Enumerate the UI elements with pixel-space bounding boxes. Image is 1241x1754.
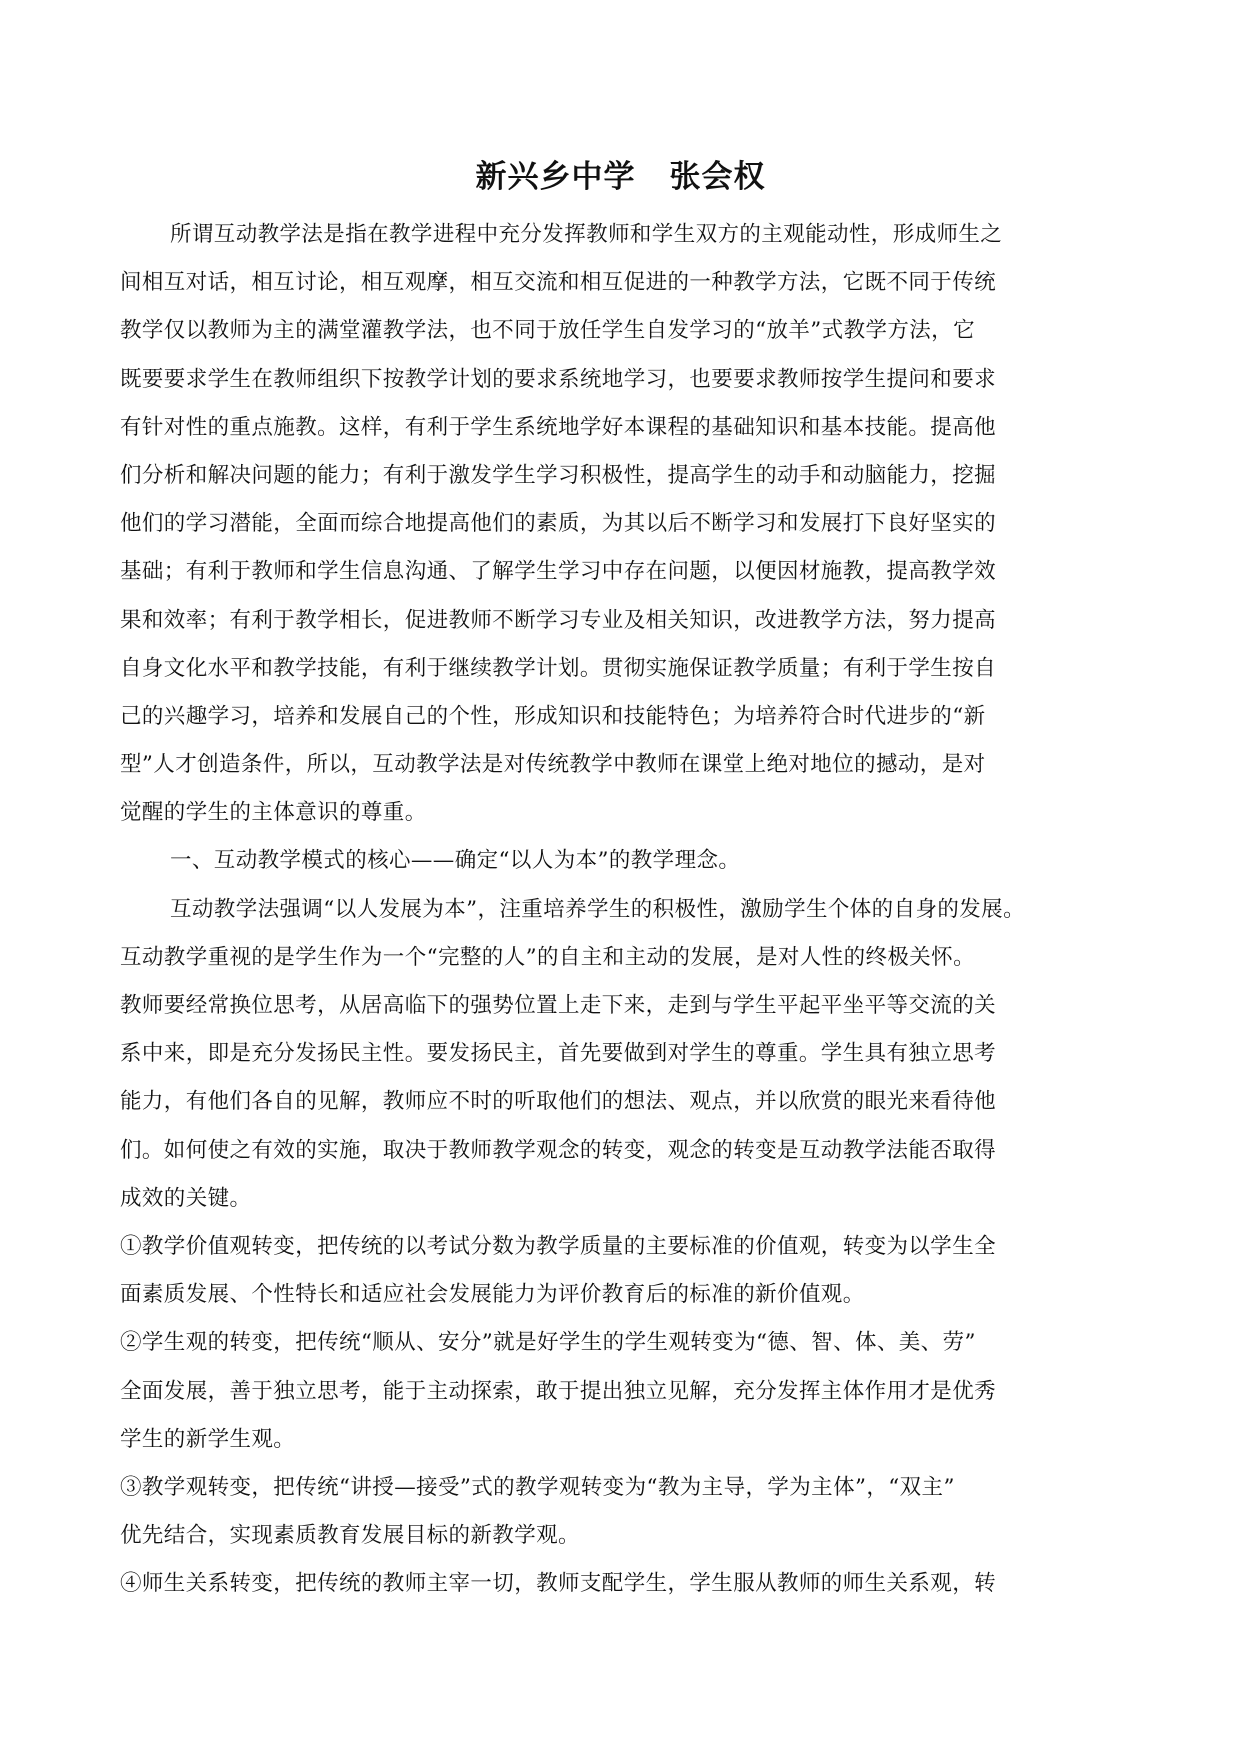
text-line: 既要要求学生在教师组织下按教学计划的要求系统地学习，也要要求教师按学生提问和要求: [120, 366, 997, 392]
text-line: 教师要经常换位思考，从居高临下的强势位置上走下来，走到与学生平起平坐平等交流的关: [120, 993, 997, 1018]
page-title: [0, 157, 1241, 197]
list-item-2: ②学生观的转变，把传统“顺从、安分”就是好学生的学生观转变为“德、智、体、美、劳”: [120, 1330, 976, 1356]
text-line: 觉醒的学生的主体意识的尊重。: [120, 800, 427, 826]
text-line: 间相互对话，相互讨论，相互观摩，相互交流和相互促进的一种教学方法，它既不同于传统: [120, 270, 997, 296]
text-line: 互动教学法强调“以人发展为本”，注重培养学生的积极性，激励学生个体的自身的发展。: [170, 896, 1025, 922]
text-line: 型”人才创造条件，所以，互动教学法是对传统教学中教师在课堂上绝对地位的撼动，是对: [120, 752, 986, 778]
text-line: 有针对性的重点施教。这样，有利于学生系统地学好本课程的基础知识和基本技能。提高他: [120, 414, 997, 440]
list-item-3: ③教学观转变，把传统“讲授—接受”式的教学观转变为“教为主导，学为主体”，“双主”: [120, 1474, 955, 1500]
text-line: 他们的学习潜能，全面而综合地提高他们的素质，为其以后不断学习和发展打下良好坚实的: [120, 511, 997, 537]
text-line: 能力，有他们各自的见解，教师应不时的听取他们的想法、观点，并以欣赏的眼光来看待他: [120, 1089, 997, 1115]
text-line: 学生的新学生观。: [120, 1426, 296, 1452]
document-body: [120, 211, 1145, 1608]
text-line: 系中来，即是充分发扬民主性。要发扬民主，首先要做到对学生的尊重。学生具有独立思考: [120, 1041, 997, 1067]
text-line: 互动教学重视的是学生作为一个“完整的人”的自主和主动的发展，是对人性的终极关怀。: [120, 944, 975, 970]
text-line: 果和效率；有利于教学相长，促进教师不断学习专业及相关知识，改进教学方法，努力提高: [120, 607, 997, 633]
text-line: 们分析和解决问题的能力；有利于激发学生学习积极性，提高学生的动手和动脑能力，挖掘: [120, 462, 997, 488]
text-line: 们。如何使之有效的实施，取决于教师教学观念的转变，观念的转变是互动教学法能否取得: [120, 1137, 997, 1163]
text-line: 己的兴趣学习，培养和发展自己的个性，形成知识和技能特色；为培养符合时代进步的“新: [120, 703, 986, 729]
text-line: 所谓互动教学法是指在教学进程中充分发挥教师和学生双方的主观能动性，形成师生之: [170, 222, 1003, 247]
text-line: 自身文化水平和教学技能，有利于继续教学计划。贯彻实施保证教学质量；有利于学生按自: [120, 655, 997, 681]
section-heading: 一、互动教学模式的核心——确定“以人为本”的教学理念。: [170, 848, 741, 874]
list-item-4: ④师生关系转变，把传统的教师主宰一切，教师支配学生，学生服从教师的师生关系观，转: [120, 1571, 997, 1597]
text-line: 基础；有利于教师和学生信息沟通、了解学生学习中存在问题，以便因材施教，提高教学效: [120, 559, 997, 585]
list-item-1: ①教学价值观转变，把传统的以考试分数为教学质量的主要标准的价值观，转变为以学生全: [120, 1233, 997, 1259]
author-name: 张会权: [669, 159, 766, 195]
text-line: 面素质发展、个性特长和适应社会发展能力为评价教育后的标准的新价值观。: [120, 1282, 865, 1308]
text-line: 优先结合，实现素质教育发展目标的新教学观。: [120, 1523, 580, 1549]
text-line: 全面发展，善于独立思考，能于主动探索，敢于提出独立见解，充分发挥主体作用才是优秀: [120, 1378, 997, 1404]
text-line: 教学仅以教师为主的满堂灌教学法，也不同于放任学生自发学习的“放羊”式教学方法，它: [120, 318, 975, 344]
text-line: 成效的关键。: [120, 1185, 252, 1211]
school-name: 新兴乡中学: [475, 159, 636, 195]
